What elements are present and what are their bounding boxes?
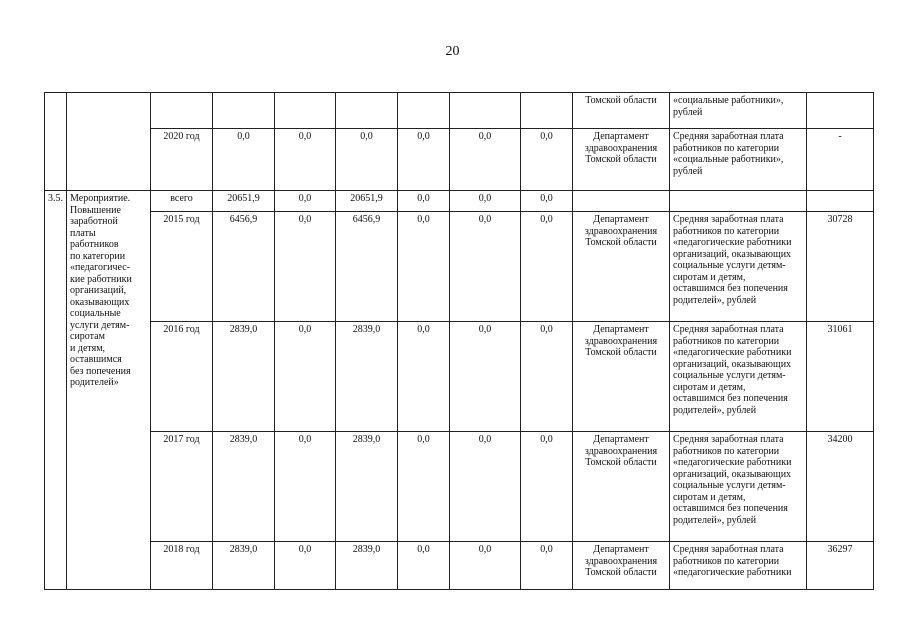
department-cell — [573, 191, 670, 212]
target-cell: 34200 — [807, 432, 874, 542]
indicator-cell — [670, 191, 807, 212]
value-cell — [450, 93, 521, 129]
department-cell: Департамент здравоохранения Томской области — [573, 322, 670, 432]
value-cell: 0,0 — [398, 322, 450, 432]
target-cell — [807, 93, 874, 129]
year-cell: 2015 год — [151, 212, 213, 322]
program-table — [44, 92, 874, 590]
activity-name-cell: Мероприятие. Повышение заработной платы работников по категории «педагогичес- кие работники организаций, оказывающих социальные услуги детям- сиротам и детям, оставшимся без попечения родителей» — [67, 191, 151, 590]
value-cell — [521, 93, 573, 129]
indicator-cell: Средняя заработная плата работников по категории «педагогические работники — [670, 542, 807, 590]
value-cell: 0,0 — [450, 322, 521, 432]
activity-name-cell — [67, 93, 151, 191]
value-cell: 0,0 — [521, 212, 573, 322]
value-cell — [336, 93, 398, 129]
department-cell: Департамент здравоохранения Томской области — [573, 432, 670, 542]
table-row — [45, 93, 874, 129]
table-row — [45, 322, 874, 432]
value-cell: 0,0 — [521, 322, 573, 432]
indicator-cell: Средняя заработная плата работников по категории «педагогические работники организаций, оказывающих социальные услуги детям- сиротам и детям, оставшимся без попечения родителей», рублей — [670, 212, 807, 322]
value-cell: 2839,0 — [213, 542, 275, 590]
department-cell: Департамент здравоохранения Томской области — [573, 542, 670, 590]
row-number-cell: 3.5. — [45, 191, 67, 590]
value-cell: 0,0 — [213, 129, 275, 191]
table-row — [45, 432, 874, 542]
value-cell: 2839,0 — [336, 432, 398, 542]
value-cell: 0,0 — [275, 432, 336, 542]
target-cell: 36297 — [807, 542, 874, 590]
value-cell — [213, 93, 275, 129]
department-cell: Департамент здравоохранения Томской области — [573, 212, 670, 322]
value-cell: 0,0 — [521, 191, 573, 212]
value-cell: 0,0 — [450, 542, 521, 590]
value-cell: 6456,9 — [213, 212, 275, 322]
year-cell: 2016 год — [151, 322, 213, 432]
value-cell: 0,0 — [398, 129, 450, 191]
indicator-cell: «социальные работники», рублей — [670, 93, 807, 129]
indicator-cell: Средняя заработная плата работников по категории «педагогические работники организаций, оказывающих социальные услуги детям- сиротам и детям, оставшимся без попечения родителей», рублей — [670, 432, 807, 542]
target-cell — [807, 191, 874, 212]
value-cell — [275, 93, 336, 129]
table-row — [45, 212, 874, 322]
value-cell: 0,0 — [275, 129, 336, 191]
year-cell — [151, 93, 213, 129]
value-cell: 0,0 — [521, 129, 573, 191]
target-cell: - — [807, 129, 874, 191]
value-cell: 0,0 — [398, 191, 450, 212]
indicator-cell: Средняя заработная плата работников по категории «педагогические работники организаций, оказывающих социальные услуги детям- сиротам и детям, оставшимся без попечения родителей», рублей — [670, 322, 807, 432]
value-cell: 2839,0 — [213, 432, 275, 542]
value-cell: 0,0 — [275, 542, 336, 590]
value-cell: 0,0 — [336, 129, 398, 191]
value-cell: 0,0 — [398, 212, 450, 322]
target-cell: 30728 — [807, 212, 874, 322]
value-cell: 20651,9 — [336, 191, 398, 212]
year-cell: 2017 год — [151, 432, 213, 542]
row-number-cell — [45, 93, 67, 191]
value-cell: 0,0 — [275, 322, 336, 432]
value-cell: 0,0 — [450, 432, 521, 542]
year-cell: 2020 год — [151, 129, 213, 191]
value-cell: 0,0 — [450, 191, 521, 212]
value-cell — [398, 93, 450, 129]
year-cell: всего — [151, 191, 213, 212]
year-cell: 2018 год — [151, 542, 213, 590]
value-cell: 0,0 — [450, 212, 521, 322]
value-cell: 0,0 — [398, 432, 450, 542]
table-row — [45, 129, 874, 191]
department-cell: Департамент здравоохранения Томской области — [573, 129, 670, 191]
value-cell: 0,0 — [521, 542, 573, 590]
department-cell: Томской области — [573, 93, 670, 129]
value-cell: 2839,0 — [336, 542, 398, 590]
value-cell: 6456,9 — [336, 212, 398, 322]
value-cell: 0,0 — [275, 212, 336, 322]
value-cell: 0,0 — [275, 191, 336, 212]
value-cell: 0,0 — [521, 432, 573, 542]
page-number: 20 — [445, 44, 460, 59]
table-row — [45, 542, 874, 590]
indicator-cell: Средняя заработная плата работников по категории «социальные работники», рублей — [670, 129, 807, 191]
target-cell: 31061 — [807, 322, 874, 432]
value-cell: 20651,9 — [213, 191, 275, 212]
table-row — [45, 191, 874, 212]
value-cell: 2839,0 — [336, 322, 398, 432]
value-cell: 0,0 — [398, 542, 450, 590]
value-cell: 2839,0 — [213, 322, 275, 432]
value-cell: 0,0 — [450, 129, 521, 191]
